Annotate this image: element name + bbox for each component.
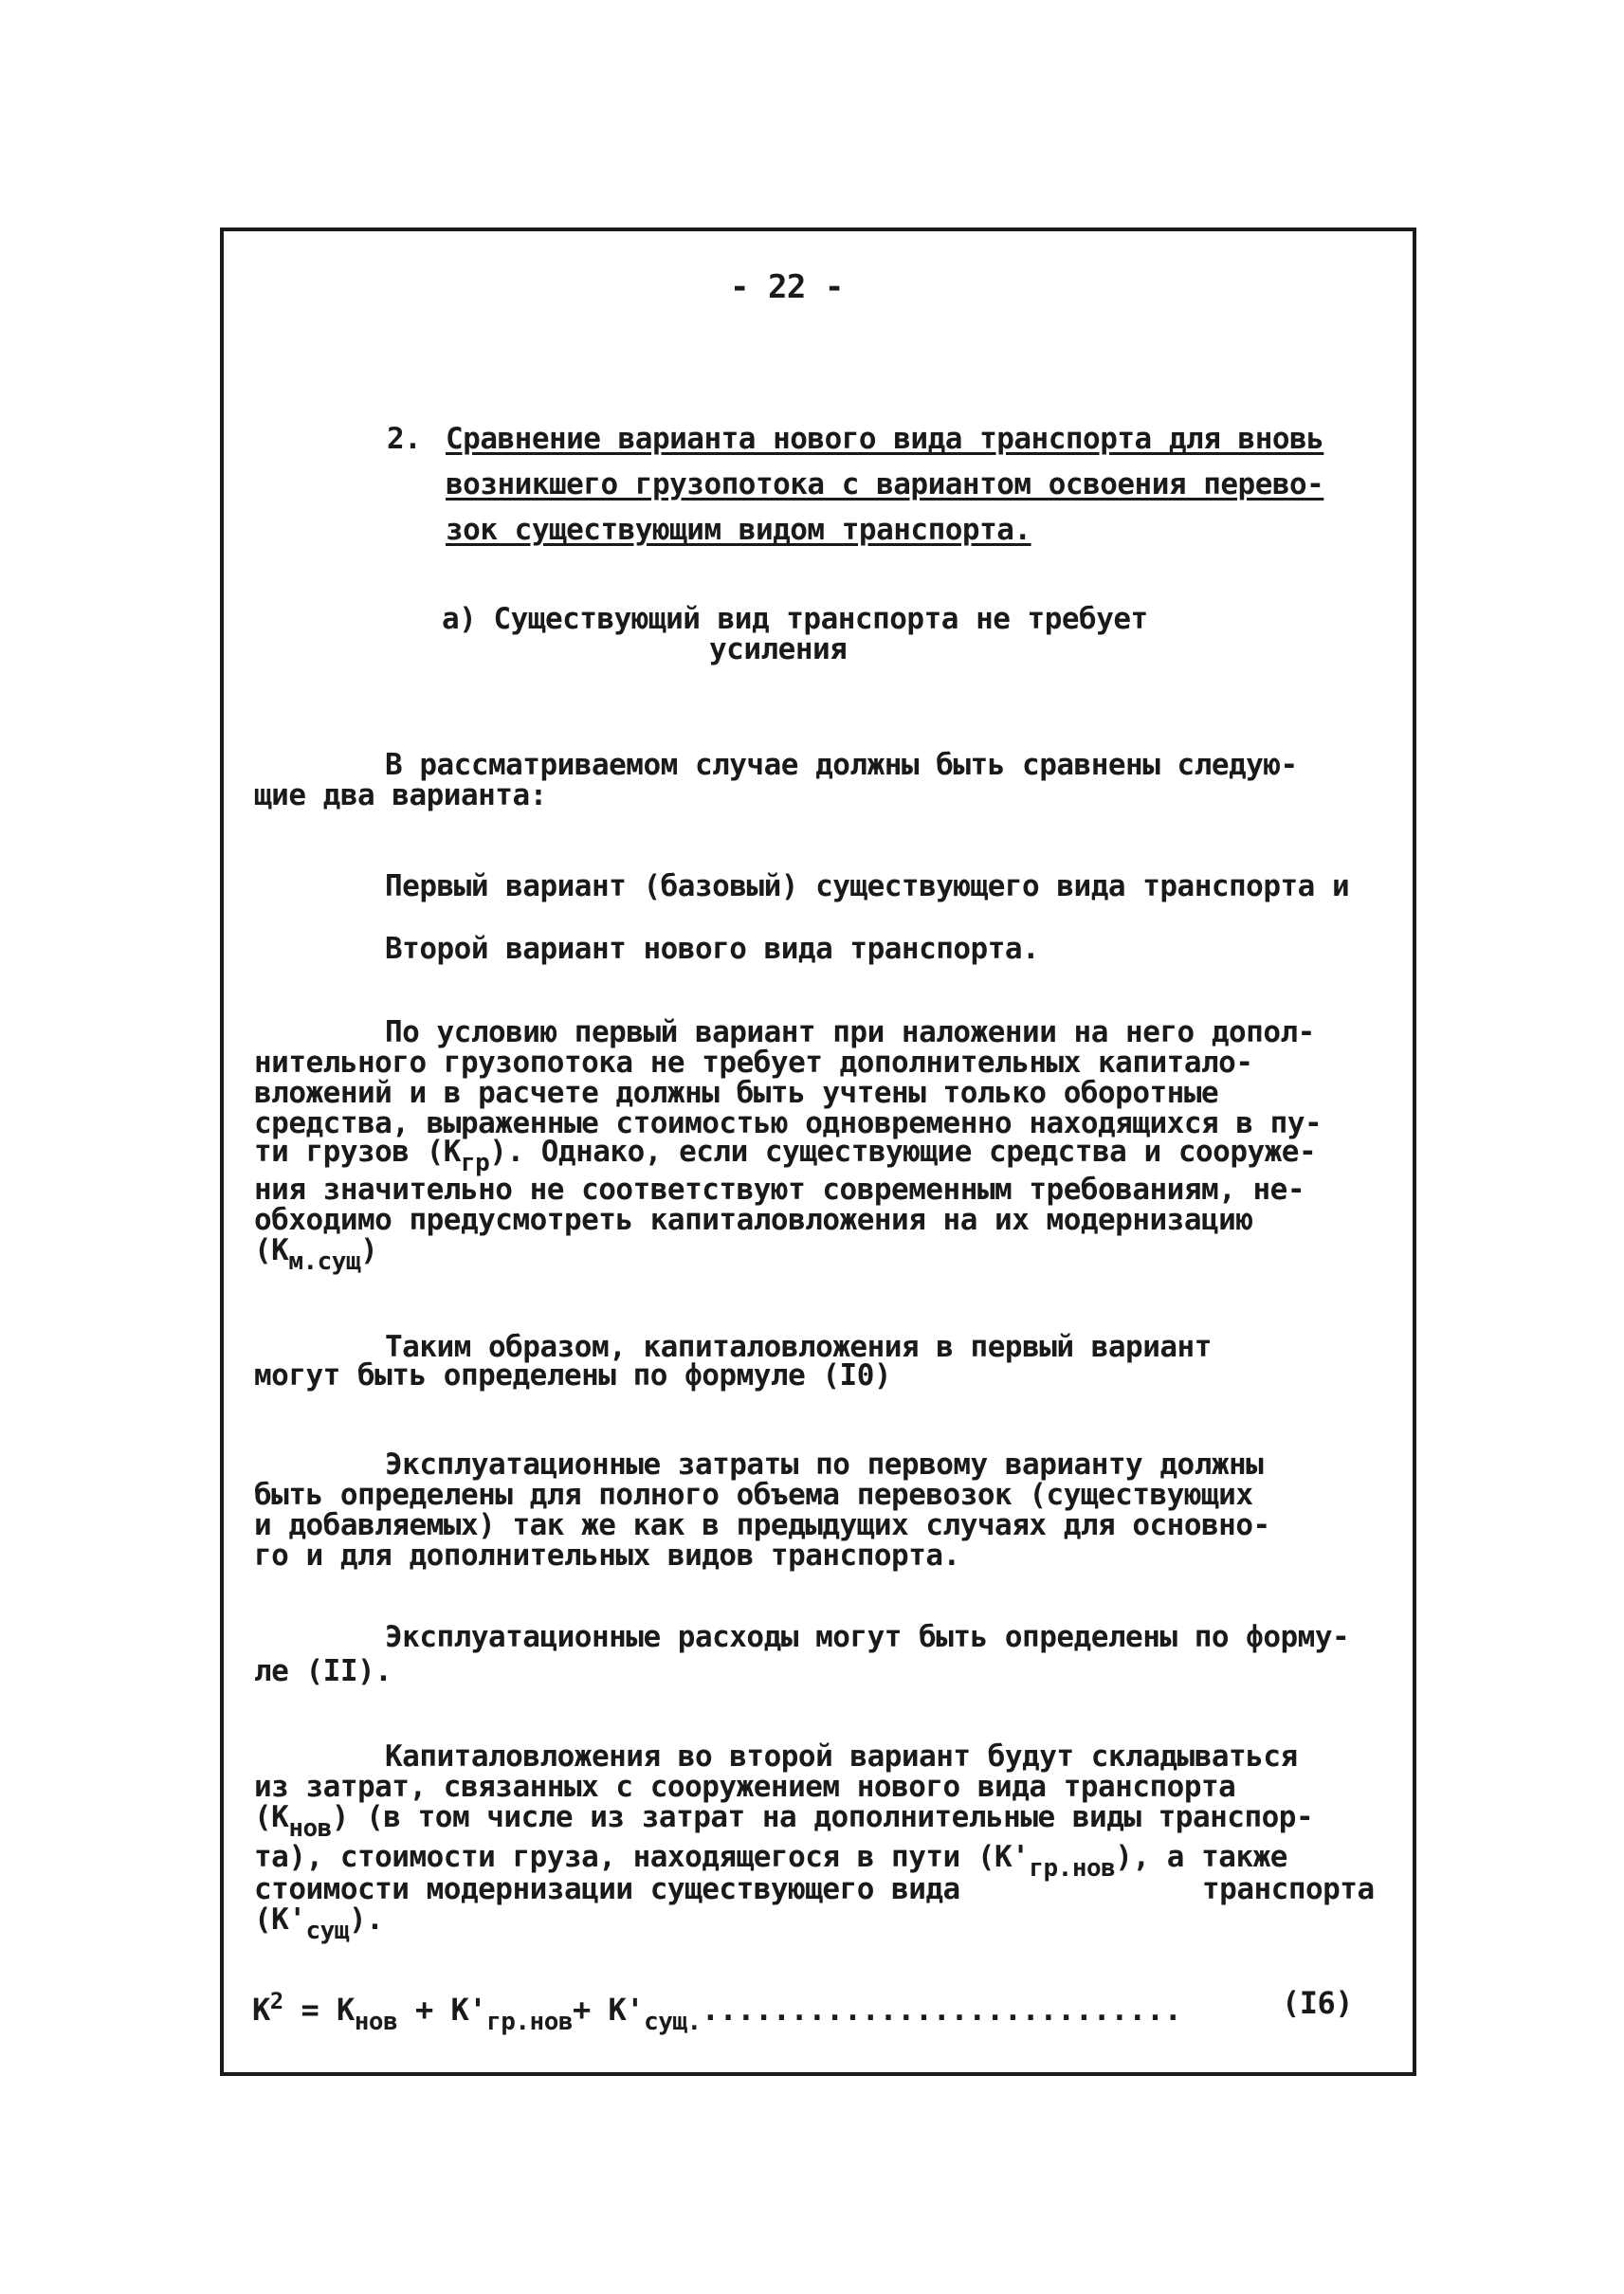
- formula-number: (I6): [1282, 1985, 1354, 2021]
- variant-2: Второй вариант нового вида транспорта.: [385, 932, 1040, 966]
- para1-line-1: В рассматриваемом случае должны быть сравнены следую-: [385, 748, 1298, 782]
- para2-line-4: средства, выраженные стоимостью одновременно находящихся в пу-: [254, 1106, 1323, 1140]
- para2-line-2: нительного грузопотока не требует дополнительных капитало-: [254, 1046, 1253, 1080]
- formula-16: $К^2 = К_{нов} + К'_{гр.нов}+ К'_{сущ.}$...........................: [252, 1988, 1182, 2036]
- para3-line-1: Таким образом, капиталовложения в первый вариант: [385, 1330, 1212, 1364]
- para2-line-5: ти грузов $(К_{гр})$. Однако, если существующие средства и сооруже-: [254, 1135, 1317, 1177]
- para2-line-3: вложений и в расчете должны быть учтены только оборотные: [254, 1076, 1219, 1110]
- heading-line-3: зок существующим видом транспорта.: [446, 513, 1031, 547]
- heading-line-1: Сравнение варианта нового вида транспорта для вновь: [446, 422, 1324, 456]
- page-number: - 22 -: [730, 268, 844, 306]
- para4-line-2: быть определены для полного объема перевозок (существующих: [254, 1478, 1253, 1512]
- para4-line-3: и добавляемых) так же как в предыдущих случаях для основно-: [254, 1508, 1270, 1542]
- para6-line-5b: транспорта: [1202, 1872, 1375, 1906]
- para6-line-3: $(К_{нов})$ (в том числе из затрат на дополнительные виды транспор-: [254, 1800, 1314, 1843]
- subheading-line-1: а) Существующий вид транспорта не требует: [442, 602, 1148, 636]
- variant-1: Первый вариант (базовый) существующего вида транспорта и: [385, 869, 1350, 903]
- para6-line-4: та), стоимости груза, находящегося в пути $(К'_{гр.нов})$, а также: [254, 1840, 1287, 1883]
- para5-line-2: ле (II).: [254, 1654, 392, 1688]
- subheading-line-2: усиления: [709, 632, 848, 666]
- heading-line-2: возникшего грузопотока с вариантом освоения перево-: [446, 467, 1324, 501]
- para4-line-4: го и для дополнительных видов транспорта.: [254, 1538, 960, 1573]
- para2-line-8: $(К_{м.сущ})$: [254, 1233, 378, 1276]
- para3-line-2: могут быть определены по формуле (I0): [254, 1358, 892, 1393]
- para1-line-2: щие два варианта:: [254, 778, 547, 812]
- para2-line-1: По условию первый вариант при наложении на него допол-: [385, 1015, 1315, 1049]
- para6-line-6: $(К'_{сущ})$.: [254, 1903, 384, 1945]
- heading-number: 2.: [387, 422, 422, 456]
- para2-line-7: обходимо предусмотреть капиталовложения на их модернизацию: [254, 1203, 1253, 1237]
- para6-line-1: Капиталовложения во второй вариант будут складываться: [385, 1739, 1298, 1774]
- para5-line-1: Эксплуатационные расходы могут быть определены по форму-: [385, 1620, 1350, 1654]
- para6-line-5a: стоимости модернизации существующего вида: [254, 1872, 960, 1906]
- para4-line-1: Эксплуатационные затраты по первому варианту должны: [385, 1447, 1264, 1482]
- para2-line-6: ния значительно не соответствуют современным требованиям, не-: [254, 1173, 1305, 1207]
- para6-line-2: из затрат, связанных с сооружением нового вида транспорта: [254, 1770, 1236, 1804]
